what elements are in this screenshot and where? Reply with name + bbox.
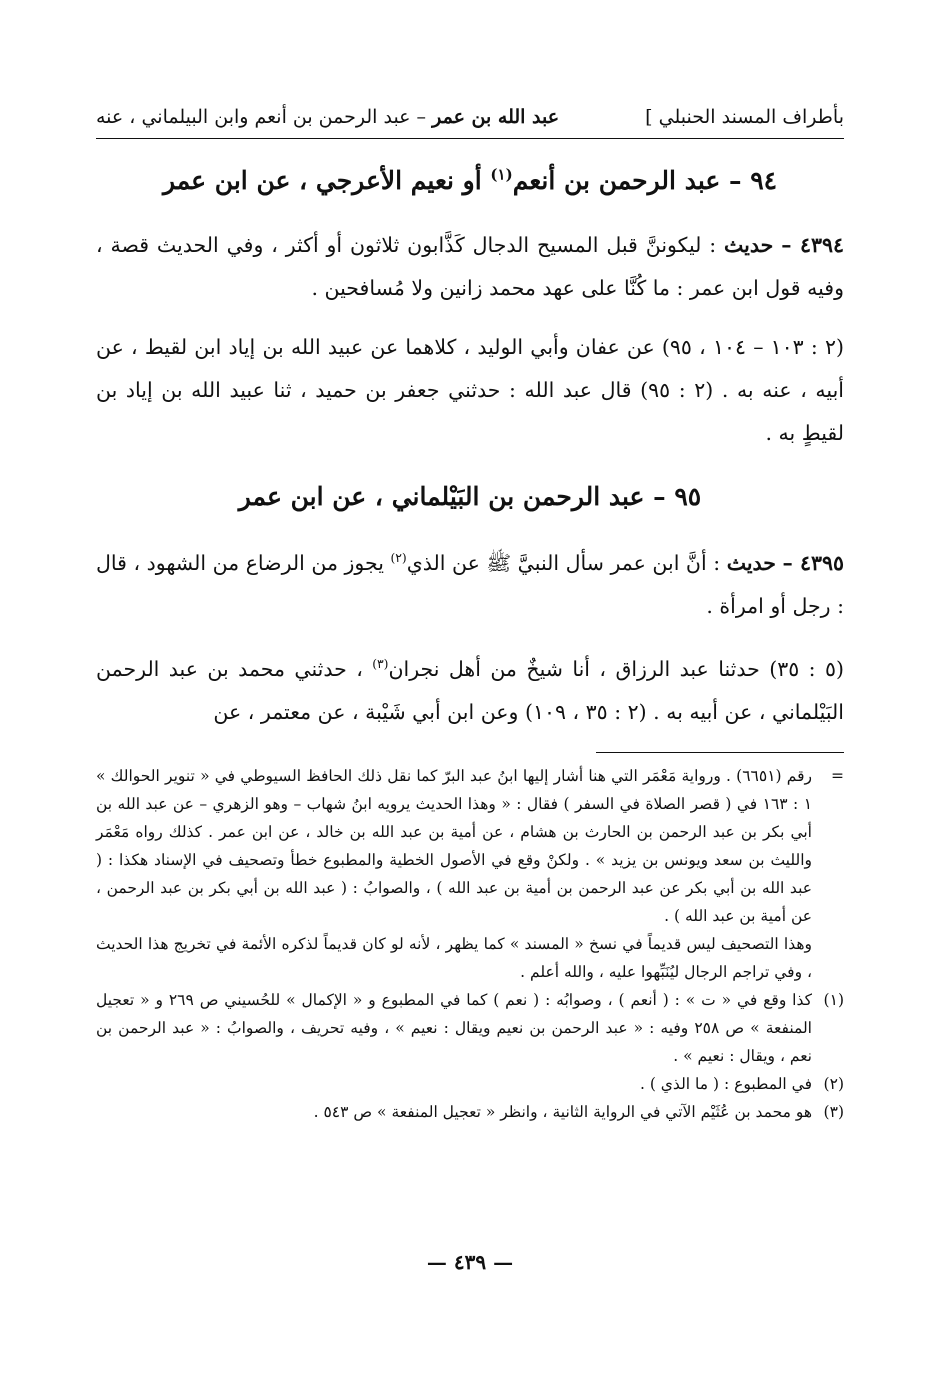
footnote-ref-1: (١)	[490, 165, 513, 184]
isnad-4395: (٥ : ٣٥) حدثنا عبد الرزاق ، أنا شيخٌ من أهل نجران$^{(٣)}$ ، حدثني محمد بن عبد الرحمن البَيْلماني ، عن أبيه به . (٢ : ٣٥ ، ١٠٩) وعن ابن أبي شَيْبة ، عن معتمر ، عن	[96, 657, 844, 724]
footnote-mark: (١)	[823, 991, 844, 1009]
footnote-mark: =	[831, 767, 844, 785]
footnote-3	[96, 1098, 844, 1126]
hadith-keyword: حديث	[726, 551, 776, 575]
header-book-title: بأطراف المسند الحنبلي ]	[645, 106, 844, 128]
footnotes	[96, 762, 844, 1126]
header-chapter-bold: عبد الله بن عمر	[432, 106, 560, 128]
running-header	[96, 100, 844, 134]
footnote-mark: (٣)	[823, 1103, 844, 1121]
footnote-paragraph: كذا وقع في « ت » : ( أنعم ) ، وصوابُه : ( نعم ) كما في المطبوع و « الإكمال » للحُسيني ص ٢٦٩ و « تعجيل المنفعة » ص ٢٥٨ وفيه : « عبد الرحمن بن نعيم ويقال : نعيم » ، وفيه تحريف ، والصوابُ : « عبد الرحمن بن نعم ، ويقال : نعيم » .	[96, 991, 813, 1065]
footnote-2	[96, 1070, 844, 1098]
header-chapter-rest: – عبد الرحمن بن أنعم وابن البيلماني ، عنه	[96, 106, 427, 128]
footnote-paragraph: رقم (٦٦٥١) . ورواية مَعْمَر التي هنا أشار إليها ابنُ عبد البرّ كما نقل ذلك الحافظ السيوطي في « تنوير الحوالك » ١ : ١٦٣ في ( قصر الصلاة في السفر ) فقال : « وهذا الحديث يرويه ابنُ شهاب – وهو الزهري – عن عبد الله بن أبي بكر بن عبد الرحمن بن الحارث بن هشام ، عن أمية بن عبد الله بن خالد ، عن ابن عمر . كذلك رواه مَعْمَر والليث بن سعد ويونس بن يزيد » . ولكنْ وقع في الأصول الخطية والمطبوع خطأ وتصحيف في الإسناد هكذا : ( عبد الله بن أبي بكر عن عبد الرحمن بن أمية بن عبد الله ) ، والصوابُ : ( عبد الله بن أبي بكر بن عبد الرحمن ، عن أمية بن عبد الله ) .	[96, 767, 813, 925]
footnote-mark: (٢)	[823, 1075, 844, 1093]
section-title-95: ٩٥ – عبد الرحمن بن البَيْلماني ، عن ابن عمر	[238, 482, 702, 511]
footnote-paragraph: وهذا التصحيف ليس قديماً في نسخ « المسند » كما يظهر ، لأنه لو كان قديماً لذكره الأئمة في تخريج هذا الحديث ، وفي تراجم الرجال ليُنَبِّهوا عليه ، والله أعلم .	[96, 935, 812, 981]
page-number: — ٤٣٩ —	[426, 1250, 514, 1274]
header-rule	[96, 138, 844, 139]
hadith-number: ٤٣٩٥ –	[782, 551, 844, 575]
footnote-continued	[96, 762, 844, 986]
isnad-4394: (٢ : ١٠٣ – ١٠٤ ، ٩٥) عن عفان وأبي الوليد ، كلاهما عن عبيد الله بن إياد ابن لقيط ، عن أبيه ، عنه به . (٢ : ٩٥) قال عبد الله : حدثني جعفر بن حميد ، ثنا عبيد الله بن إياد بن لقيطٍ به .	[96, 335, 844, 445]
hadith-4395: ٤٣٩٥ – حديث : أنَّ ابن عمر سأل النبيَّ ﷺ عن الذي$^{(٢)}$ يجوز من الرضاع من الشهود ، قال : رجل أو امرأة .	[96, 551, 844, 618]
footnote-rule	[596, 752, 844, 753]
hadith-text: : ليكوننَّ قبل المسيح الدجال كَذَّابون ثلاثون أو أكثر ، وفي الحديث قصة ، وفيه قول ابن عمر : ما كُنَّا على عهد محمد زانين ولا مُسافحين .	[96, 233, 844, 300]
footnote-paragraph: هو محمد بن عُثَيْم الآتي في الرواية الثانية ، وانظر « تعجيل المنفعة » ص ٥٤٣ .	[313, 1103, 812, 1121]
hadith-number: ٤٣٩٤ –	[781, 233, 844, 257]
footnote-paragraph: في المطبوع : ( ما الذي ) .	[639, 1075, 812, 1093]
header-chapter	[96, 106, 559, 128]
footnote-1	[96, 986, 844, 1070]
hadith-keyword: حديث	[724, 233, 774, 257]
hadith-4394	[96, 224, 844, 310]
footnote-ref-2: (٢)	[390, 551, 407, 566]
footnote-ref-3: (٣)	[372, 657, 389, 672]
section-title-94: ٩٤ – عبد الرحمن بن أنعم$^{(١)}$ أو نعيم الأعرجي ، عن ابن عمر	[162, 165, 778, 195]
